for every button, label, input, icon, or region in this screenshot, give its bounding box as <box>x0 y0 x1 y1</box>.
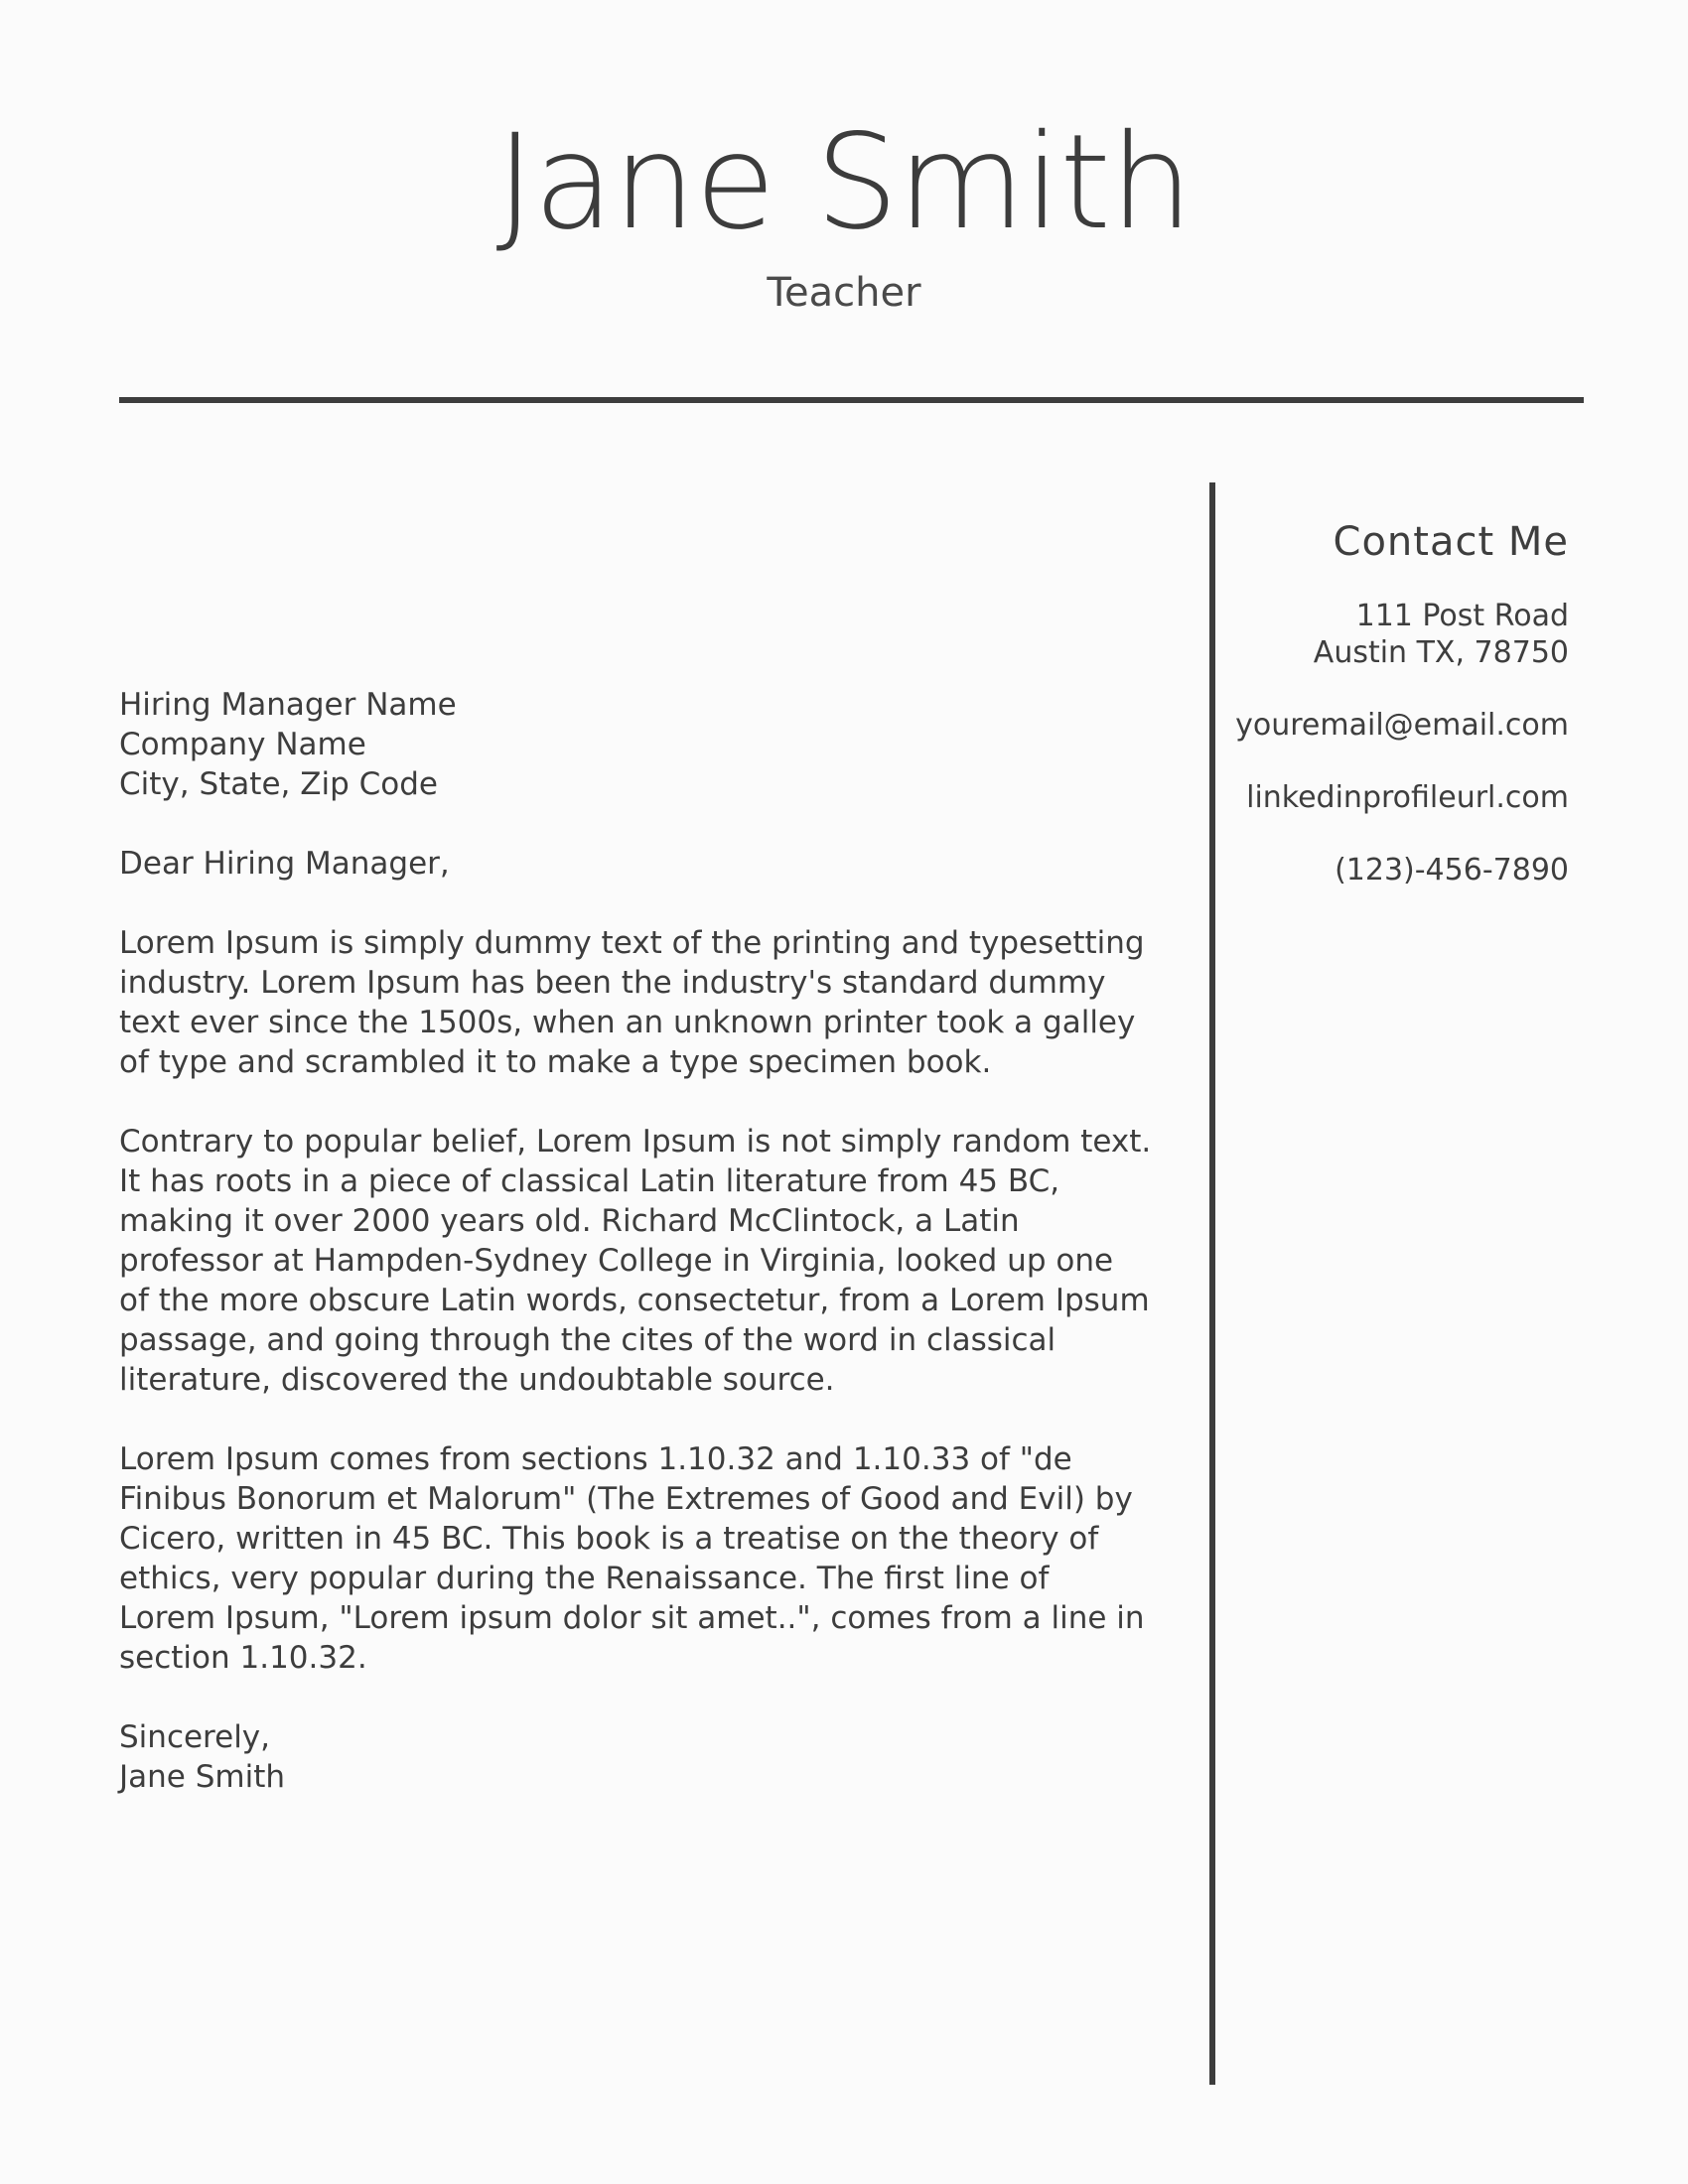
closing-block <box>119 1717 1152 1797</box>
salutation: Dear Hiring Manager, <box>119 846 450 882</box>
recipient-name: Hiring Manager Name <box>119 687 457 723</box>
recipient-block <box>119 685 1152 804</box>
letter-body <box>119 685 1152 1837</box>
closing: Sincerely, <box>119 1719 271 1755</box>
applicant-name: Jane Smith <box>495 106 1193 259</box>
contact-section <box>1152 516 1569 888</box>
contact-phone: (123)-456-7890 <box>1335 853 1569 887</box>
signature-name: Jane Smith <box>119 1759 286 1795</box>
recipient-location: City, State, Zip Code <box>119 766 438 802</box>
paragraph-2: Contrary to popular belief, Lorem Ipsum is not simply random text. It has roots in a piece of classical Latin literature from 45 BC, making it over 2000 years old. Richard McClintock, a Latin professor at Hampden-Sydney College in Virginia, looked up one of the more obscure Latin words, consectetur, from a Lorem Ipsum passage, and going through the cites of the word in classical literature, discovered the undoubtable source. <box>119 1124 1152 1398</box>
contact-linkedin: linkedinprofileurl.com <box>1246 780 1569 815</box>
contact-address-line-1: 111 Post Road <box>1355 599 1569 633</box>
paragraph-1: Lorem Ipsum is simply dummy text of the printing and typesetting industry. Lorem Ipsum has been the industry's standard dummy text ever since the 1500s, when an unknown printer took a galley of type and scrambled it to make a type specimen book. <box>119 925 1145 1080</box>
recipient-company: Company Name <box>119 727 366 762</box>
contact-heading: Contact Me <box>1333 519 1569 565</box>
paragraph-3: Lorem Ipsum comes from sections 1.10.32 and 1.10.33 of "de Finibus Bonorum et Malorum" (The Extremes of Good and Evil) by Cicero, written in 45 BC. This book is a treatise on the theory of ethics, very popular during the Renaissance. The first line of Lorem Ipsum, "Lorem ipsum dolor sit amet..", comes from a line in section 1.10.32. <box>119 1441 1145 1676</box>
applicant-job-title: Teacher <box>767 270 921 316</box>
contact-address-line-2: Austin TX, 78750 <box>1313 635 1569 670</box>
contact-email: youremail@email.com <box>1235 708 1569 743</box>
header-divider <box>119 397 1584 403</box>
